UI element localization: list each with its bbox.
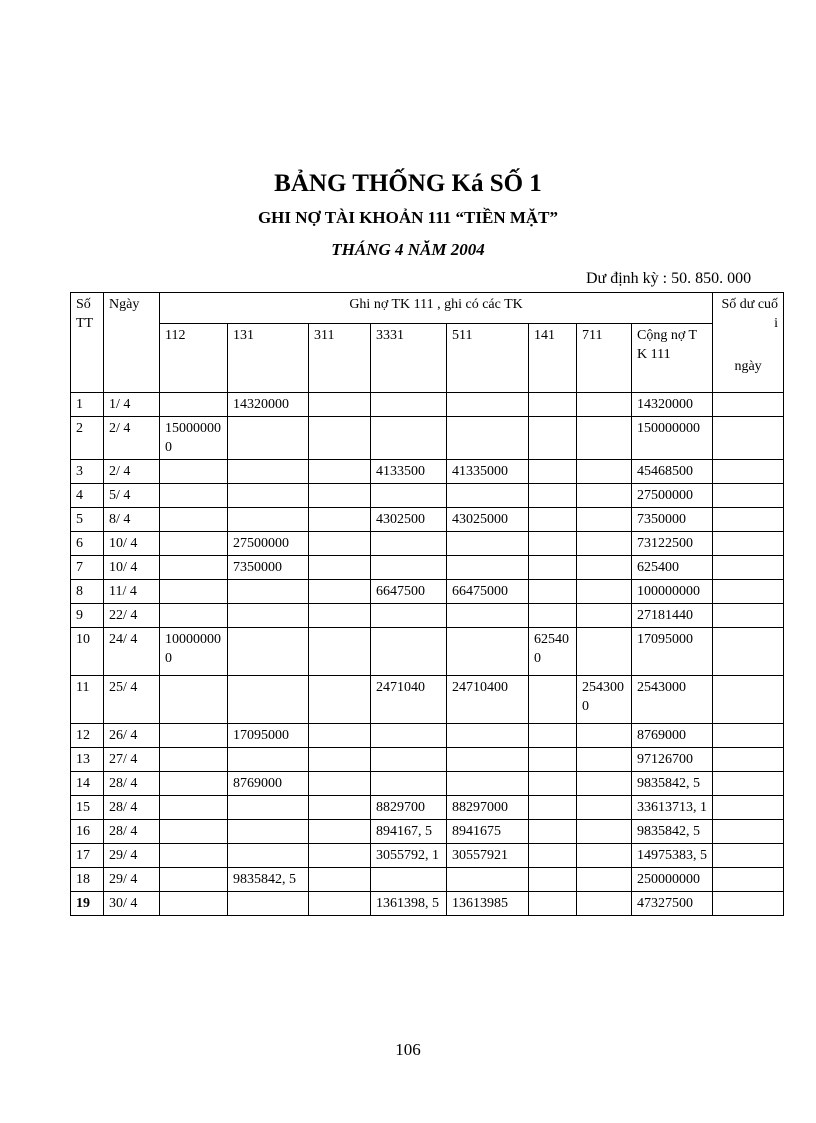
table-cell: 4133500 (371, 460, 447, 484)
table-cell (228, 580, 309, 604)
table-cell (160, 393, 228, 417)
table-cell (371, 868, 447, 892)
table-row (71, 460, 784, 484)
table-cell: 43025000 (447, 508, 529, 532)
table-cell: 9835842, 5 (632, 820, 713, 844)
table-cell: 11/ 4 (104, 580, 160, 604)
table-cell (577, 892, 632, 916)
table-cell: 5 (71, 508, 104, 532)
table-row (71, 772, 784, 796)
table-cell (309, 393, 371, 417)
table-row (71, 724, 784, 748)
table-cell (447, 556, 529, 580)
table-cell (713, 580, 784, 604)
table-cell: 28/ 4 (104, 820, 160, 844)
table-cell (309, 460, 371, 484)
table-cell (447, 724, 529, 748)
table-cell: 17095000 (632, 628, 713, 676)
table-cell (713, 820, 784, 844)
table-cell (447, 393, 529, 417)
table-cell (160, 556, 228, 580)
table-cell: 15 (71, 796, 104, 820)
table-cell: 8829700 (371, 796, 447, 820)
table-cell (713, 868, 784, 892)
table-row (71, 796, 784, 820)
table-cell: 2543000 (632, 676, 713, 724)
table-cell (228, 508, 309, 532)
table-cell (371, 484, 447, 508)
table-cell: 16 (71, 820, 104, 844)
table-cell (713, 508, 784, 532)
table-row (71, 748, 784, 772)
table-cell: 12 (71, 724, 104, 748)
table-cell: 13 (71, 748, 104, 772)
table-cell (577, 460, 632, 484)
table-cell (577, 556, 632, 580)
table-cell: 4 (71, 484, 104, 508)
table-cell: 28/ 4 (104, 772, 160, 796)
table-row (71, 508, 784, 532)
table-cell (577, 532, 632, 556)
table-cell (71, 892, 104, 916)
table-cell: 11 (71, 676, 104, 724)
table-cell (309, 580, 371, 604)
table-cell (160, 868, 228, 892)
table-cell (713, 892, 784, 916)
table-cell (309, 532, 371, 556)
table-row (71, 628, 784, 676)
table-cell: 8941675 (447, 820, 529, 844)
table-cell (309, 892, 371, 916)
table-cell (228, 844, 309, 868)
table-cell: 27500000 (632, 484, 713, 508)
table-cell (160, 820, 228, 844)
table-row (71, 604, 784, 628)
table-row (71, 868, 784, 892)
table-cell: 5/ 4 (104, 484, 160, 508)
table-cell (447, 532, 529, 556)
table-cell (577, 393, 632, 417)
table-cell: 8/ 4 (104, 508, 160, 532)
table-cell (577, 796, 632, 820)
header-balance-day: ngày (734, 359, 762, 374)
table-cell (577, 748, 632, 772)
table-cell (309, 508, 371, 532)
page-number: 106 (395, 1040, 421, 1059)
table-cell: 6647500 (371, 580, 447, 604)
table-cell: 625400 (632, 556, 713, 580)
table-cell (371, 628, 447, 676)
table-cell (160, 532, 228, 556)
table-cell (577, 417, 632, 460)
table-cell (529, 417, 577, 460)
table-cell: 14320000 (632, 393, 713, 417)
table-cell: 33613713, 1 (632, 796, 713, 820)
table-cell (309, 772, 371, 796)
table-cell (529, 484, 577, 508)
table-cell: 8 (71, 580, 104, 604)
table-cell (577, 724, 632, 748)
table-cell (713, 556, 784, 580)
table-cell (529, 508, 577, 532)
table-cell: 2/ 4 (104, 460, 160, 484)
table-cell (577, 628, 632, 676)
table-cell: 150000000 (632, 417, 713, 460)
table-cell: 47327500 (632, 892, 713, 916)
table-cell: 6 (71, 532, 104, 556)
table-cell: 1/ 4 (104, 393, 160, 417)
table-cell (577, 484, 632, 508)
table-row (71, 892, 784, 916)
table-cell: 2 (71, 417, 104, 460)
table-cell (160, 580, 228, 604)
table-cell: 28/ 4 (104, 796, 160, 820)
table-cell: 29/ 4 (104, 868, 160, 892)
table-cell (309, 796, 371, 820)
table-cell: 17095000 (228, 724, 309, 748)
table-cell (447, 484, 529, 508)
subheader-cell: Cộng nợ TK 111 (632, 324, 713, 393)
table-cell: 9835842, 5 (632, 772, 713, 796)
header-date: Ngày (104, 293, 160, 393)
subheader-cell: 3331 (371, 324, 447, 393)
table-cell: 45468500 (632, 460, 713, 484)
header-balance (713, 293, 784, 393)
table-cell: 10/ 4 (104, 556, 160, 580)
subheader-cell: 131 (228, 324, 309, 393)
table-cell (529, 556, 577, 580)
header-credit-group: Ghi nợ TK 111 , ghi có các TK (160, 293, 713, 324)
table-cell (713, 724, 784, 748)
table-cell: 3 (71, 460, 104, 484)
table-cell (529, 868, 577, 892)
table-row (71, 484, 784, 508)
table-cell (577, 580, 632, 604)
table-cell: 13613985 (447, 892, 529, 916)
table-cell: 27500000 (228, 532, 309, 556)
table-cell: 24710400 (447, 676, 529, 724)
table-cell (160, 892, 228, 916)
table-cell (160, 460, 228, 484)
table-cell (160, 724, 228, 748)
table-cell (447, 748, 529, 772)
table-cell (160, 772, 228, 796)
table-cell: 150000000 (160, 417, 228, 460)
table-cell: 625400 (529, 628, 577, 676)
table-cell (529, 460, 577, 484)
table-cell: 27181440 (632, 604, 713, 628)
table-cell (529, 820, 577, 844)
table-cell: 3055792, 1 (371, 844, 447, 868)
table-cell (447, 868, 529, 892)
table-cell (371, 604, 447, 628)
ledger-table (70, 292, 784, 916)
table-cell: 1 (71, 393, 104, 417)
table-cell: 8769000 (228, 772, 309, 796)
table-row (71, 417, 784, 460)
table-cell (309, 604, 371, 628)
table-cell (447, 628, 529, 676)
table-cell: 7 (71, 556, 104, 580)
table-cell (529, 772, 577, 796)
table-cell (228, 820, 309, 844)
table-row (71, 676, 784, 724)
table-cell: 88297000 (447, 796, 529, 820)
table-cell (577, 820, 632, 844)
table-cell (713, 604, 784, 628)
table-cell (228, 604, 309, 628)
table-cell (713, 676, 784, 724)
table-cell: 7350000 (228, 556, 309, 580)
table-cell: 17 (71, 844, 104, 868)
table-cell (160, 748, 228, 772)
table-cell: 8769000 (632, 724, 713, 748)
table-cell (228, 748, 309, 772)
table-cell (577, 772, 632, 796)
table-cell (228, 417, 309, 460)
table-cell (371, 417, 447, 460)
table-cell: 73122500 (632, 532, 713, 556)
table-cell (371, 724, 447, 748)
table-cell (529, 676, 577, 724)
opening-balance: Dư định kỳ : 50. 850. 000 (586, 270, 752, 287)
table-cell (713, 772, 784, 796)
subheader-cell: 141 (529, 324, 577, 393)
table-cell (309, 868, 371, 892)
table-cell: 894167, 5 (371, 820, 447, 844)
table-cell (529, 796, 577, 820)
table-cell: 41335000 (447, 460, 529, 484)
table-cell (577, 604, 632, 628)
table-cell (309, 844, 371, 868)
table-cell: 4302500 (371, 508, 447, 532)
table-cell (228, 460, 309, 484)
table-row (71, 820, 784, 844)
table-cell: 250000000 (632, 868, 713, 892)
table-cell: 2543000 (577, 676, 632, 724)
table-cell (529, 748, 577, 772)
table-cell (309, 628, 371, 676)
document-title: BẢNG THỐNG Ká SỐ 1 (274, 170, 542, 197)
table-cell: 97126700 (632, 748, 713, 772)
table-cell (309, 676, 371, 724)
document-period: THÁNG 4 NĂM 2004 (331, 240, 485, 259)
subheader-cell: 711 (577, 324, 632, 393)
table-cell (529, 393, 577, 417)
table-cell (228, 676, 309, 724)
subheader-cell: 311 (309, 324, 371, 393)
table-cell: 14320000 (228, 393, 309, 417)
table-cell: 29/ 4 (104, 844, 160, 868)
table-row (71, 393, 784, 417)
table-cell (371, 556, 447, 580)
table-cell (713, 417, 784, 460)
document-subtitle: GHI NỢ TÀI KHOẢN 111 “TIỀN MẶT” (257, 208, 559, 227)
table-cell: 7350000 (632, 508, 713, 532)
table-cell: 14 (71, 772, 104, 796)
table-cell (577, 844, 632, 868)
table-cell: 9835842, 5 (228, 868, 309, 892)
table-cell (713, 532, 784, 556)
table-cell (309, 724, 371, 748)
table-cell (228, 796, 309, 820)
table-cell: 100000000 (632, 580, 713, 604)
table-cell (160, 844, 228, 868)
table-cell (309, 417, 371, 460)
subheader-cell: 511 (447, 324, 529, 393)
table-cell: 25/ 4 (104, 676, 160, 724)
table-cell (371, 748, 447, 772)
table-cell: 24/ 4 (104, 628, 160, 676)
table-cell: 2471040 (371, 676, 447, 724)
table-cell (371, 393, 447, 417)
table-row (71, 844, 784, 868)
table-cell: 27/ 4 (104, 748, 160, 772)
table-cell: 9 (71, 604, 104, 628)
subheader-cell: 112 (160, 324, 228, 393)
table-cell (713, 460, 784, 484)
table-cell (529, 844, 577, 868)
header-balance-label: Số dư cuối (721, 297, 779, 331)
table-cell (713, 796, 784, 820)
table-cell (713, 628, 784, 676)
table-cell (713, 484, 784, 508)
table-cell (371, 532, 447, 556)
table-cell (529, 604, 577, 628)
table-cell: 2/ 4 (104, 417, 160, 460)
table-cell (309, 748, 371, 772)
table-cell (160, 796, 228, 820)
table-row (71, 580, 784, 604)
table-cell: 100000000 (160, 628, 228, 676)
table-row (71, 532, 784, 556)
table-cell: 22/ 4 (104, 604, 160, 628)
table-cell (529, 724, 577, 748)
table-cell: 10/ 4 (104, 532, 160, 556)
table-cell: 66475000 (447, 580, 529, 604)
table-cell (371, 772, 447, 796)
table-cell (309, 484, 371, 508)
table-cell (160, 604, 228, 628)
table-cell (228, 484, 309, 508)
table-cell (447, 417, 529, 460)
row-number-bold: 19 (76, 896, 90, 911)
table-cell (160, 484, 228, 508)
table-cell (228, 628, 309, 676)
table-cell: 10 (71, 628, 104, 676)
table-cell (309, 820, 371, 844)
table-cell: 18 (71, 868, 104, 892)
table-cell: 14975383, 5 (632, 844, 713, 868)
table-cell (529, 892, 577, 916)
table-cell (447, 604, 529, 628)
table-cell (713, 393, 784, 417)
table-cell: 30557921 (447, 844, 529, 868)
table-cell: 1361398, 5 (371, 892, 447, 916)
table-cell (447, 772, 529, 796)
table-cell (228, 892, 309, 916)
table-cell (577, 508, 632, 532)
table-cell: 26/ 4 (104, 724, 160, 748)
header-stt: Số TT (71, 293, 104, 393)
table-cell (577, 868, 632, 892)
table-cell (713, 844, 784, 868)
table-cell (160, 676, 228, 724)
table-cell (713, 748, 784, 772)
table-cell (160, 508, 228, 532)
table-cell (529, 532, 577, 556)
table-cell (309, 556, 371, 580)
table-row (71, 556, 784, 580)
table-cell: 30/ 4 (104, 892, 160, 916)
table-cell (529, 580, 577, 604)
